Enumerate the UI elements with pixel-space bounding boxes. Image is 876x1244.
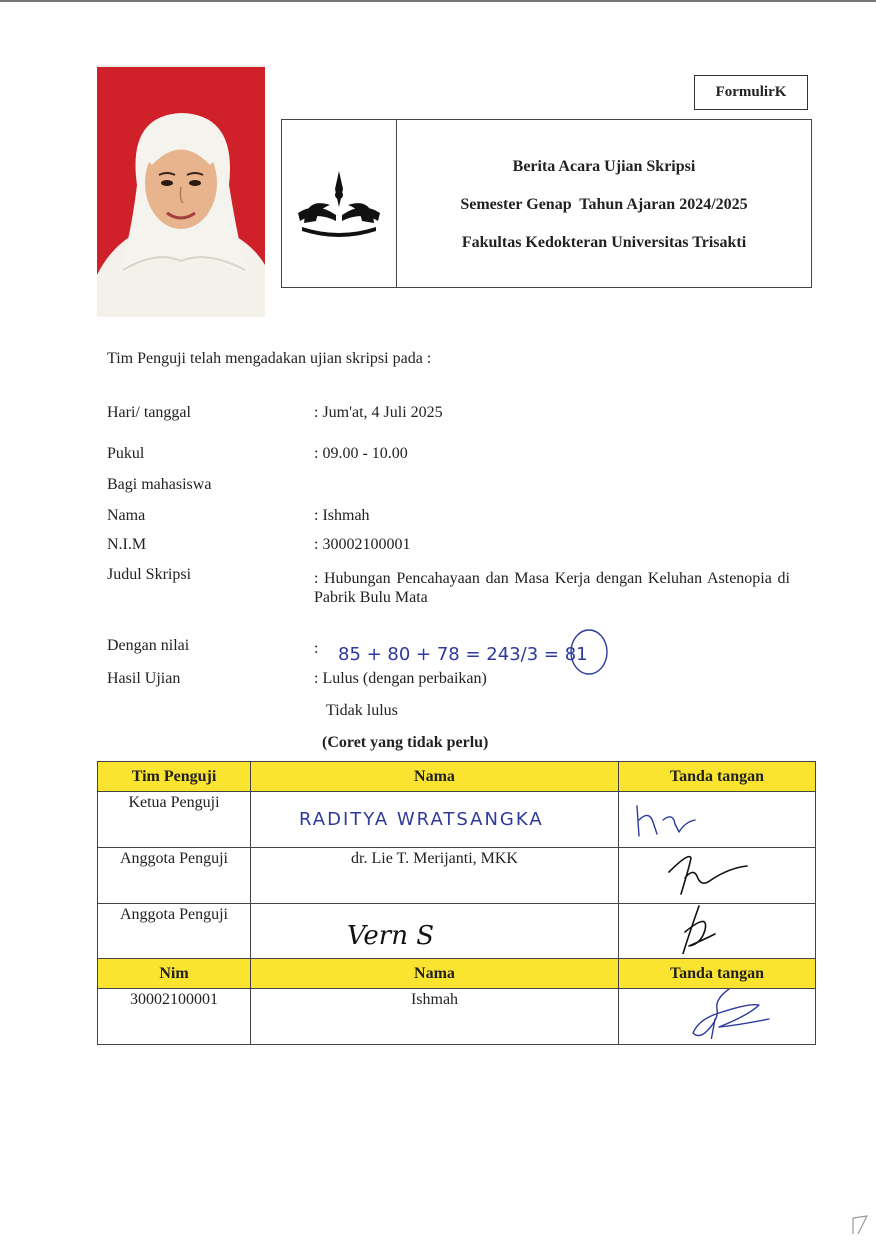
signature-anggota-1	[619, 848, 815, 898]
judul-colon: :	[314, 570, 319, 587]
pukul-label: Pukul	[107, 445, 145, 462]
header-faculty: Fakultas Kedokteran Universitas Trisakti	[461, 233, 747, 251]
penguji-role: Ketua Penguji	[128, 794, 220, 811]
header-nim: Nim	[98, 959, 251, 989]
tidak-lulus: Tidak lulus	[326, 702, 398, 719]
penguji-name: Vern S	[347, 921, 435, 951]
nama-value: : Ishmah	[314, 507, 370, 524]
student-photo	[97, 65, 265, 317]
top-border-line	[0, 0, 876, 2]
nilai-colon: :	[314, 640, 319, 657]
penguji-name: RADITYA WRATSANGKA	[299, 809, 544, 830]
document-header	[281, 119, 812, 288]
header-title: Berita Acara Ujian Skripsi	[512, 157, 696, 175]
header-tanda-tangan: Tanda tangan	[619, 959, 816, 989]
penguji-name: dr. Lie T. Merijanti, MKK	[351, 850, 518, 867]
signature-student	[619, 989, 815, 1039]
intro-text: Tim Penguji telah mengadakan ujian skripsi pada :	[107, 350, 432, 367]
table-row	[98, 904, 816, 960]
header-tim-penguji: Tim Penguji	[98, 762, 251, 792]
nama-label: Nama	[107, 507, 146, 524]
header-semester: Semester Genap Tahun Ajaran 2024/2025	[460, 195, 748, 213]
header-titles	[397, 120, 811, 287]
student-nim: 30002100001	[130, 991, 218, 1008]
form-label-box	[694, 75, 808, 110]
signature-ketua	[619, 792, 815, 842]
hasil-value: : Lulus (dengan perbaikan)	[314, 670, 487, 687]
bagi-label: Bagi mahasiswa	[107, 476, 212, 493]
penguji-role: Anggota Penguji	[120, 906, 228, 923]
table-row	[98, 989, 816, 1045]
penguji-name-handwritten	[251, 793, 618, 841]
table-row	[98, 792, 816, 848]
nim-value: : 30002100001	[314, 536, 411, 553]
pukul-value: : 09.00 - 10.00	[314, 445, 408, 462]
judul-value: Hubungan Pencahayaan dan Masa Kerja dengan Keluhan Astenopia di Pabrik Bulu Mata	[314, 570, 790, 606]
student-name: Ishmah	[410, 991, 459, 1008]
table-row	[98, 848, 816, 904]
form-label: FormulirK	[715, 84, 787, 100]
penguji-header-row	[98, 762, 816, 792]
coret-note: (Coret yang tidak perlu)	[322, 734, 489, 751]
signature-anggota-2	[619, 904, 815, 954]
header-tanda-tangan: Tanda tangan	[619, 762, 816, 792]
nilai-label: Dengan nilai	[107, 637, 190, 654]
hari-value: : Jum'at, 4 Juli 2025	[314, 404, 443, 421]
header-nama: Nama	[251, 762, 619, 792]
penguji-table	[97, 761, 816, 960]
student-table	[97, 958, 816, 1045]
nim-label: N.I.M	[107, 536, 147, 553]
penguji-name-handwritten	[251, 904, 618, 954]
corner-mark	[850, 1214, 870, 1241]
judul-label: Judul Skripsi	[107, 566, 192, 583]
judul-value-block	[314, 569, 790, 607]
hasil-label: Hasil Ujian	[107, 670, 181, 687]
penguji-role: Anggota Penguji	[120, 850, 228, 867]
university-logo	[282, 120, 397, 287]
header-nama: Nama	[251, 959, 619, 989]
student-header-row	[98, 959, 816, 989]
nilai-handwritten-text: 85 + 80 + 78 = 243/3 = 81	[338, 644, 588, 665]
hari-label: Hari/ tanggal	[107, 404, 191, 421]
